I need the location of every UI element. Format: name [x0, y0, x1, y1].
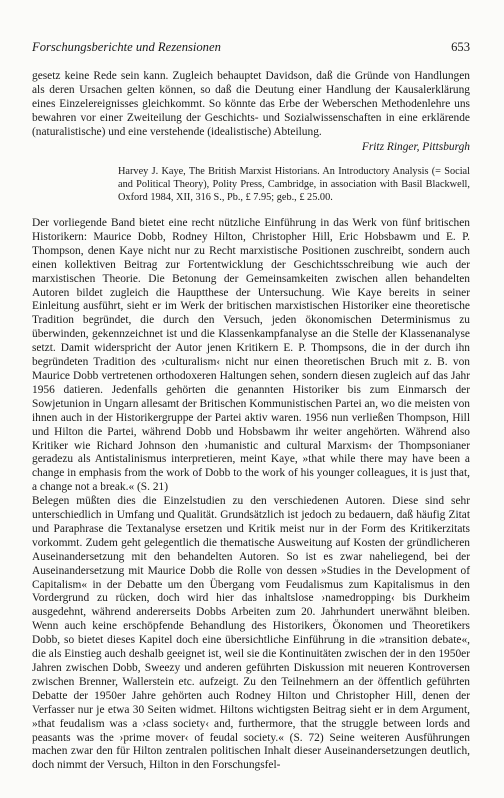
review-reference	[118, 165, 470, 205]
body-paragraph-1: Der vorliegende Band bietet eine recht nützliche Einführung in das Werk von fünf britischen Historikern: Maurice Dobb, Rodney Hilton, Christopher Hill, Eric Hobsbawm und E. P. Thompson, denen Kaye nicht nur zu Recht marxistische Positionen zuschreibt, sondern auch einen kollektiven Beitrag zur Fortentwicklung der Geschichtsschreibung wie auch der marxistischen Theorie. Die Betonung der Gemeinsamkeiten zwischen allen behandelten Autoren bildet zugleich die Hauptthese der Untersuchung. Wie Kaye bereits in seiner Einleitung ausführt, sieht er im Werk der britischen marxistischen Historiker eine theoretische Tradition begründet, die durch den Versuch, jeden ökonomischen Determinismus zu überwinden, gekennzeichnet ist und die Klassenkampfanalyse an die Stelle der Klassenanalyse setzt. Damit widerspricht der Autor jenen Kritikern E. P. Thompsons, die in der durch ihn begründeten Tradition des ›culturalism‹ nicht nur einen theoretischen Bruch mit z. B. von Maurice Dobb vertretenen orthodoxeren Haltungen sehen, sondern diesen zugleich auf das Jahr 1956 datieren. Jedenfalls gehörten die genannten Historiker bis zum Einmarsch der Sowjetunion in Ungarn allesamt der Britischen Kommunistischen Partei an, wo die meisten von ihnen auch in der Historikergruppe der Partei aktiv waren. 1956 nun verließen Thompson, Hill und Hilton die Partei, während Dobb und Hobsbawm ihr weiter angehörten. Während also Kritiker wie Richard Johnson den ›humanistic and cultural Marxism‹ der Thompsonianer geradezu als Antistalinismus interpretieren, meint Kaye, »that while there may have been a change in emphasis from the work of Dobb to the work of his younger colleagues, it is just that, a change not a break.« (S. 21)	[32, 217, 470, 494]
review-reference-text: Harvey J. Kaye, The British Marxist Historians. An Introductory Analysis (= Social and Political Theory), Polity Press, Cambridge, in association with Basil Blackwell, Oxford 1984, XII, 316 S., Pb., £ 7.95; geb., £ 25.00.	[118, 166, 470, 204]
section-title: Forschungsberichte und Rezensionen	[32, 40, 221, 54]
page-number: 653	[451, 40, 470, 54]
review-signature: Fritz Ringer, Pittsburgh	[361, 140, 470, 153]
body-paragraph-2: Belegen müßten dies die Einzelstudien zu den verschiedenen Autoren. Diese sind sehr unterschiedlich in Umfang und Qualität. Grundsätzlich ist jedoch zu bedauern, daß häufig Zitat und Paraphrase die Textanalyse ersetzen und Kritik meist nur in der Form des Kritikerzitats vorkommt. Zudem geht gelegentlich die thematische Ausweitung auf Kosten der gründlicheren Auseinandersetzung mit den behandelten Autoren. So ist es zwar naheliegend, bei der Auseinandersetzung mit Maurice Dobb die Rolle von dessen »Studies in the Development of Capitalism« in der Debatte um den Übergang vom Feudalismus zum Kapitalismus in den Vordergrund zu rücken, doch wird hier das inhaltslose ›namedropping‹ bis Durkheim ausgedehnt, während andererseits Dobbs Arbeiten zum 20. Jahrhundert unerwähnt bleiben. Wenn auch keine erschöpfende Behandlung des Historikers, Ökonomen und Theoretikers Dobb, so bietet dieses Kapitel doch eine übersichtliche Einführung in die »transition debate«, die als Einstieg auch deshalb geeignet ist, weil sie die Kontinuitäten zwischen der in den 1950er Jahren zwischen Dobb, Sweezy und anderen geführten Diskussion mit neueren Kontroversen zwischen Brenner, Wallerstein etc. aufzeigt. Zu den Teilnehmern an der öffentlich geführten Debatte der 1950er Jahre gehörten auch Rodney Hilton und Christopher Hill, denen der Verfasser nur je etwa 30 Seiten widmet. Hiltons wichtigsten Beitrag sieht er in dem Argument, »that feudalism was a ›class society‹ and, furthermore, that the struggle between lords and peasants was the ›prime mover‹ of feudal society.« (S. 72) Seine weiteren Ausführungen machen zwar den für Hilton zentralen politischen Inhalt dieser Auseinandersetzungen deutlich, doch nimmt der Versuch, Hilton in den Forschungsfel-	[32, 495, 470, 772]
intro-block	[32, 70, 470, 154]
review-body	[32, 217, 470, 773]
running-header	[32, 40, 470, 55]
intro-paragraph: gesetz keine Rede sein kann. Zugleich behauptet Davidson, daß die Gründe von Handlungen als deren Ursachen gelten können, so daß die Deutung einer Handlung der Kausalerklärung eines Einzelereignisses gleichkommt. So könnte das Erbe der Weberschen Methodenlehre uns bewahren vor einer Zweiteilung der Geschichts- und Sozialwissenschaften in eine erklärende (naturalistische) und eine verstehende (idealistische) Abteilung.	[32, 70, 470, 138]
